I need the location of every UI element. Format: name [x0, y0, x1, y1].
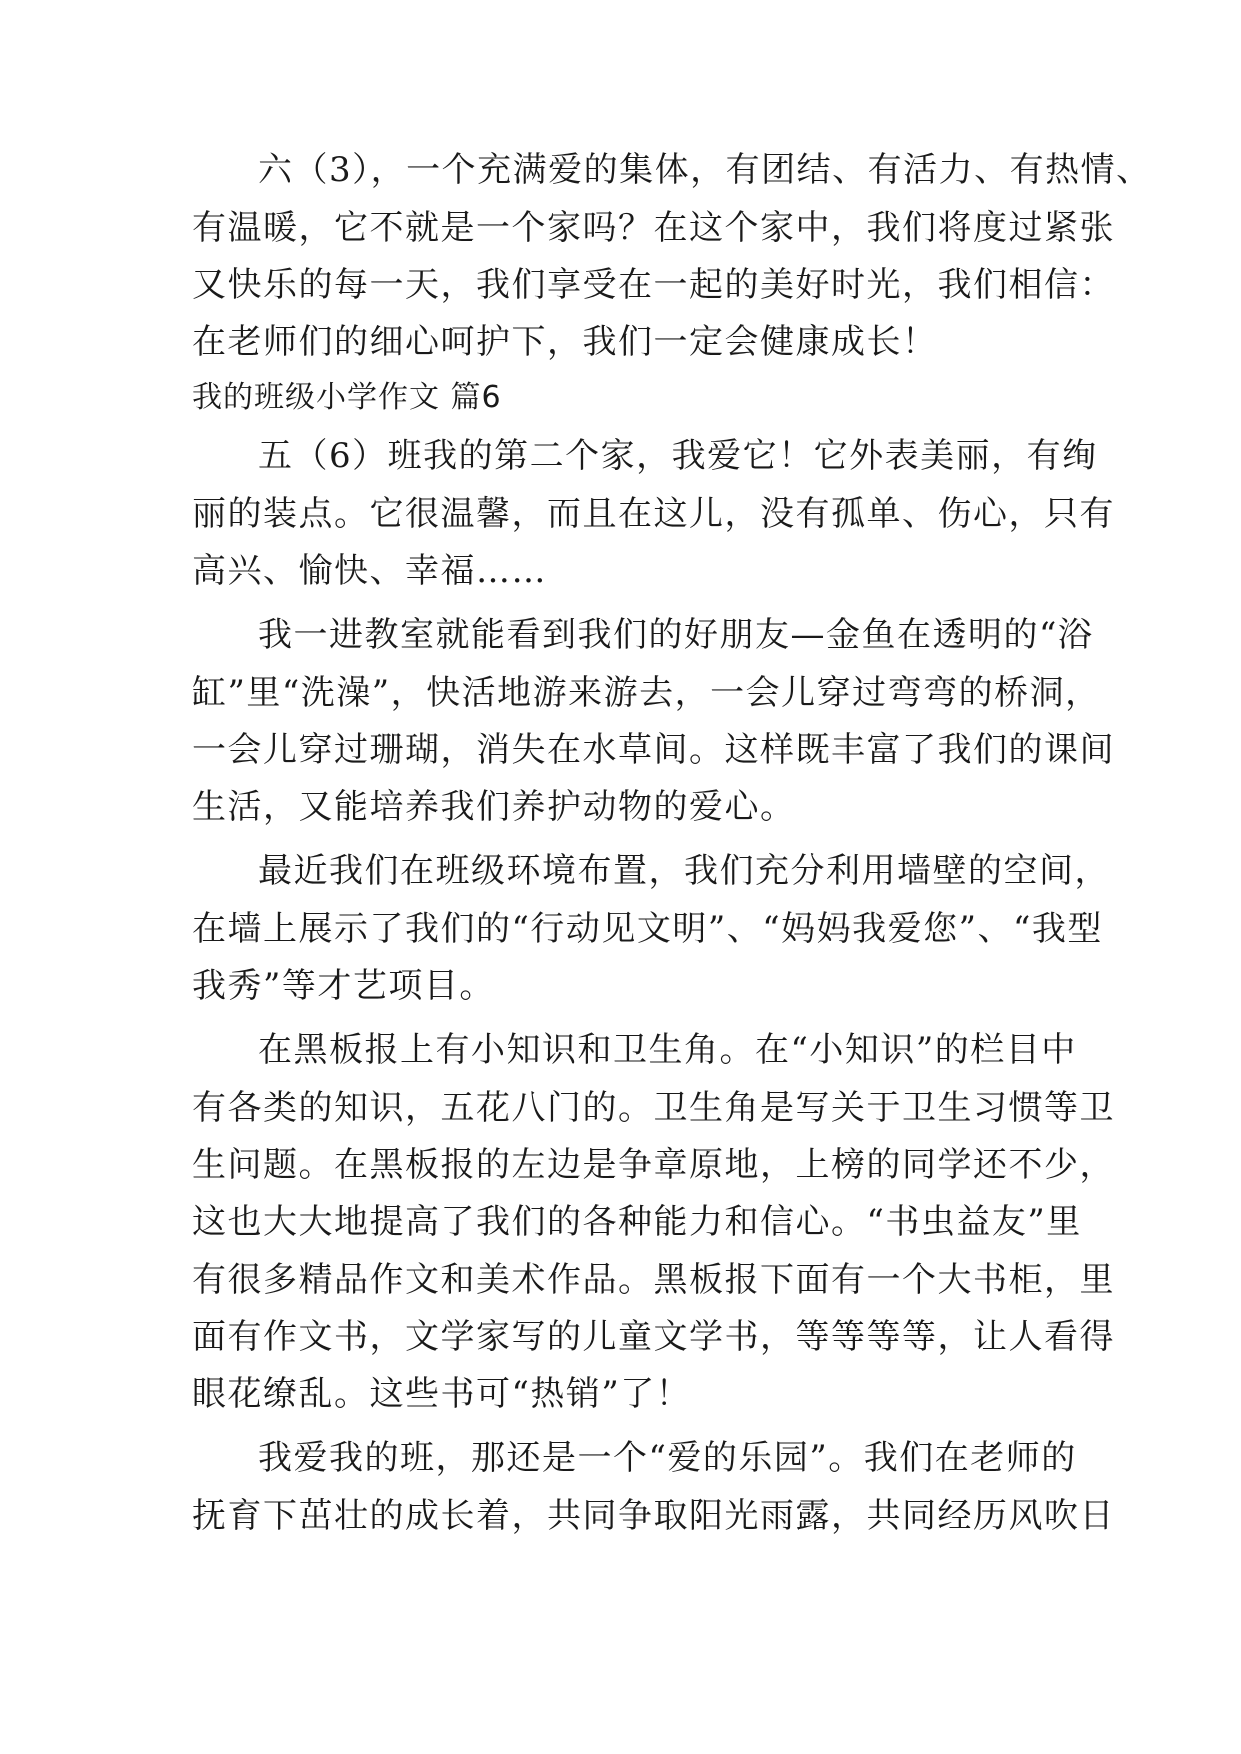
paragraph-line: 五（6）班我的第二个家，我爱它！它外表美丽，有绚 — [258, 436, 1098, 476]
paragraph-line: 眼花缭乱。这些书可“热销”了！ — [192, 1374, 692, 1414]
paragraph-line: 我一进教室就能看到我们的好朋友—金鱼在透明的“浴 — [258, 615, 1094, 655]
paragraph-line: 在黑板报上有小知识和卫生角。在“小知识”的栏目中 — [258, 1030, 1077, 1070]
paragraph-line: 抚育下茁壮的成长着，共同争取阳光雨露，共同经历风吹日 — [192, 1496, 1115, 1536]
paragraph-line: 一会儿穿过珊瑚，消失在水草间。这样既丰富了我们的课间 — [192, 730, 1115, 770]
paragraph-line: 有很多精品作文和美术作品。黑板报下面有一个大书柜，里 — [192, 1260, 1115, 1300]
paragraph-line: 在墙上展示了我们的“行动见文明”、“妈妈我爱您”、“我型 — [192, 909, 1103, 949]
paragraph-line: 高兴、愉快、幸福…… — [192, 551, 547, 591]
paragraph-line: 生问题。在黑板报的左边是争章原地，上榜的同学还不少， — [192, 1145, 1115, 1185]
paragraph-line: 丽的装点。它很温馨，而且在这儿，没有孤单、伤心，只有 — [192, 494, 1115, 534]
paragraph-line: 面有作文书，文学家写的儿童文学书，等等等等，让人看得 — [192, 1317, 1115, 1357]
paragraph-line: 缸”里“洗澡”，快活地游来游去，一会儿穿过弯弯的桥洞， — [192, 673, 1101, 713]
paragraph-line: 六（3），一个充满爱的集体，有团结、有活力、有热情、 — [258, 150, 1152, 190]
section-heading: 我的班级小学作文 篇6 — [192, 380, 502, 415]
paragraph-line: 最近我们在班级环境布置，我们充分利用墙壁的空间， — [258, 851, 1110, 891]
paragraph-line: 又快乐的每一天，我们享受在一起的美好时光，我们相信： — [192, 265, 1115, 305]
paragraph-line: 我爱我的班，那还是一个“爱的乐园”。我们在老师的 — [258, 1438, 1077, 1478]
paragraph-line: 在老师们的细心呵护下，我们一定会健康成长！ — [192, 322, 938, 362]
paragraph-line: 这也大大地提高了我们的各种能力和信心。“书虫益友”里 — [192, 1202, 1082, 1242]
paragraph-line: 有各类的知识，五花八门的。卫生角是写关于卫生习惯等卫 — [192, 1088, 1115, 1128]
paragraph-line: 生活，又能培养我们养护动物的爱心。 — [192, 787, 796, 827]
paragraph-line: 我秀”等才艺项目。 — [192, 966, 495, 1006]
paragraph-line: 有温暖，它不就是一个家吗？在这个家中，我们将度过紧张 — [192, 208, 1115, 248]
